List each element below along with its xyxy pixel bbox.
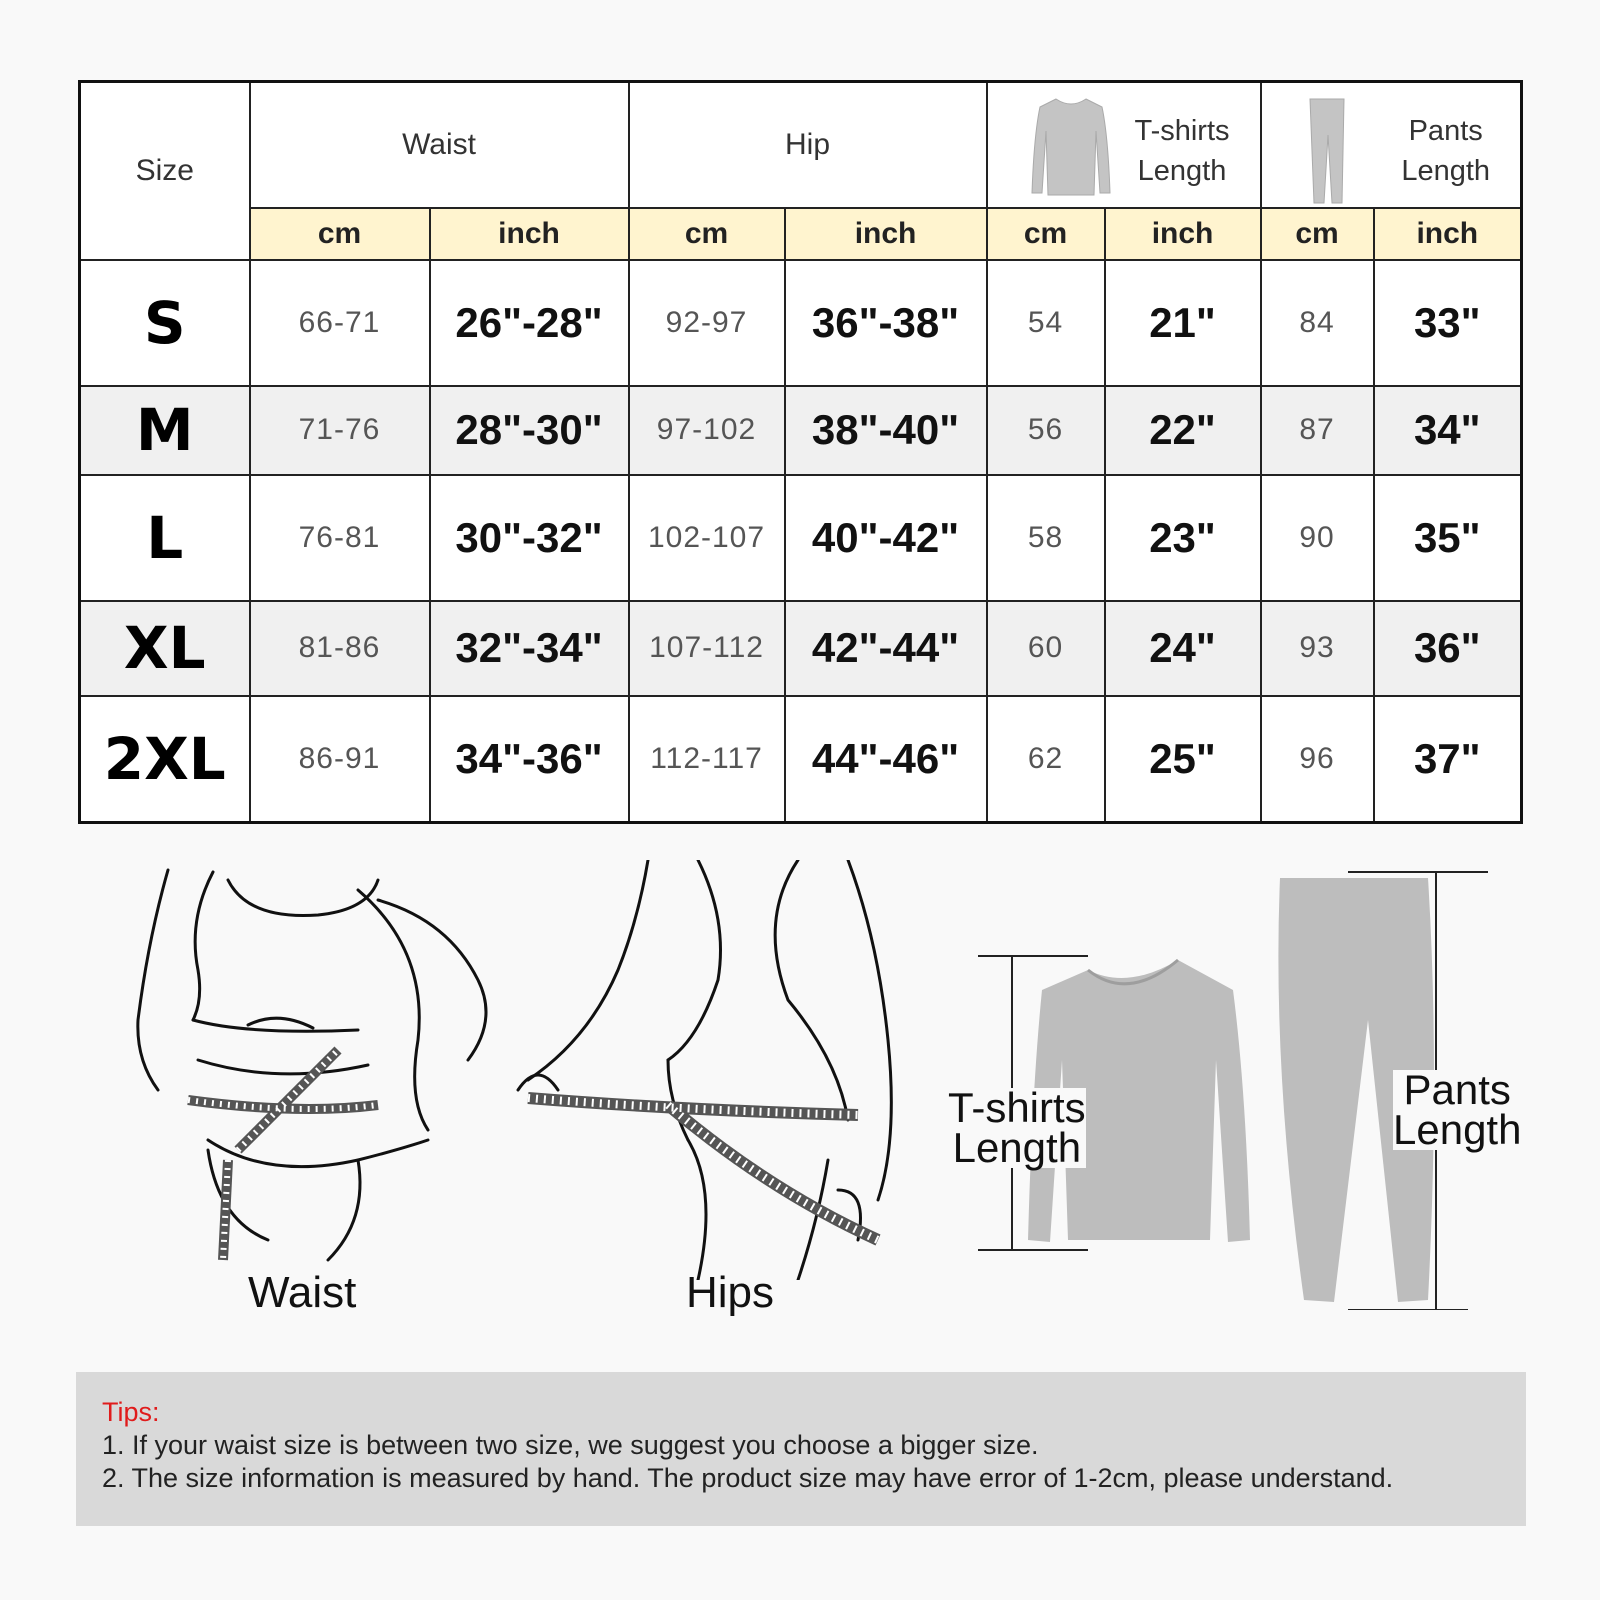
table-row <box>80 475 1522 601</box>
tshirt-icon <box>1028 95 1114 199</box>
tshirt-length-dim-line2: Length <box>952 1124 1082 1171</box>
hip-cm-cell: 112-117 <box>629 696 785 822</box>
hip-inch-cell: 44"-46" <box>785 696 987 822</box>
waist-cm-cell: 66-71 <box>250 260 430 386</box>
tshirt-cm-cell: 56 <box>987 386 1105 474</box>
pants-cm-cell: 93 <box>1261 601 1374 696</box>
size-cell: L <box>80 475 250 601</box>
pants-length-dimension-label <box>1393 1066 1522 1153</box>
table-row <box>80 260 1522 386</box>
pants-cm-cell: 96 <box>1261 696 1374 822</box>
measurement-illustrations <box>78 860 1520 1350</box>
pants-length-dim-line2: Length <box>1393 1106 1522 1153</box>
tshirt-length-label-line1: T-shirts <box>1134 115 1230 147</box>
pants-inch-cell: 35" <box>1374 475 1522 601</box>
tshirt-length-header <box>987 82 1261 208</box>
tshirt-cm-cell: 62 <box>987 696 1105 822</box>
waist-header: Waist <box>250 82 629 208</box>
hip-inch-cell: 38"-40" <box>785 386 987 474</box>
waist-inch-cell: 28"-30" <box>430 386 629 474</box>
tip-item: 2. The size information is measured by hand. The product size may have error of 1-2cm, please understand. <box>102 1463 1394 1493</box>
tshirt-cm-cell: 54 <box>987 260 1105 386</box>
unit-header-row <box>80 208 1522 260</box>
size-cell: S <box>80 260 250 386</box>
unit-pants-cm: cm <box>1261 208 1374 260</box>
tshirt-cm-cell: 58 <box>987 475 1105 601</box>
pants-cm-cell: 87 <box>1261 386 1374 474</box>
waist-inch-cell: 30"-32" <box>430 475 629 601</box>
tshirt-length-label-line2: Length <box>1137 155 1227 187</box>
pants-length-header <box>1261 82 1522 208</box>
unit-waist-inch: inch <box>430 208 629 260</box>
waist-inch-cell: 34"-36" <box>430 696 629 822</box>
unit-tshirt-inch: inch <box>1105 208 1261 260</box>
unit-pants-inch: inch <box>1374 208 1522 260</box>
unit-waist-cm: cm <box>250 208 430 260</box>
waist-cm-cell: 76-81 <box>250 475 430 601</box>
waist-cm-cell: 86-91 <box>250 696 430 822</box>
hip-header: Hip <box>629 82 987 208</box>
hip-cm-cell: 107-112 <box>629 601 785 696</box>
waist-cm-cell: 71-76 <box>250 386 430 474</box>
waist-measure-illustration <box>128 860 508 1280</box>
unit-tshirt-cm: cm <box>987 208 1105 260</box>
pants-inch-cell: 34" <box>1374 386 1522 474</box>
pants-length-dim-line1: Pants <box>1403 1066 1511 1113</box>
tshirt-cm-cell: 60 <box>987 601 1105 696</box>
pants-inch-cell: 37" <box>1374 696 1522 822</box>
tips-panel <box>76 1372 1526 1526</box>
tshirt-inch-cell: 22" <box>1105 386 1261 474</box>
tshirt-length-dim-line1: T-shirts <box>948 1084 1086 1131</box>
tips-title: Tips: <box>102 1397 160 1427</box>
hip-inch-cell: 40"-42" <box>785 475 987 601</box>
table-row <box>80 601 1522 696</box>
hip-cm-cell: 102-107 <box>629 475 785 601</box>
size-cell: M <box>80 386 250 474</box>
waist-inch-cell: 26"-28" <box>430 260 629 386</box>
waist-illustration-label: Waist <box>248 1268 357 1317</box>
tshirt-length-dimension-label <box>948 1084 1086 1171</box>
tip-item: 1. If your waist size is between two size, we suggest you choose a bigger size. <box>102 1430 1039 1460</box>
hip-cm-cell: 97-102 <box>629 386 785 474</box>
pants-cm-cell: 90 <box>1261 475 1374 601</box>
waist-cm-cell: 81-86 <box>250 601 430 696</box>
waist-inch-cell: 32"-34" <box>430 601 629 696</box>
pants-cm-cell: 84 <box>1261 260 1374 386</box>
pants-inch-cell: 36" <box>1374 601 1522 696</box>
pants-length-label-line1: Pants <box>1408 115 1483 147</box>
tshirt-inch-cell: 23" <box>1105 475 1261 601</box>
unit-hip-inch: inch <box>785 208 987 260</box>
hip-cm-cell: 92-97 <box>629 260 785 386</box>
pants-length-label-line2: Length <box>1401 155 1491 187</box>
size-cell: 2XL <box>80 696 250 822</box>
group-header-row <box>80 82 1522 208</box>
hips-measure-illustration <box>498 860 918 1280</box>
pants-inch-cell: 33" <box>1374 260 1522 386</box>
hip-inch-cell: 36"-38" <box>785 260 987 386</box>
tshirt-inch-cell: 24" <box>1105 601 1261 696</box>
size-table <box>78 80 1523 824</box>
pants-icon <box>1302 95 1352 207</box>
unit-hip-cm: cm <box>629 208 785 260</box>
tshirt-inch-cell: 25" <box>1105 696 1261 822</box>
size-cell: XL <box>80 601 250 696</box>
hips-illustration-label: Hips <box>686 1268 775 1317</box>
table-row <box>80 386 1522 474</box>
size-header: Size <box>80 82 250 260</box>
tshirt-inch-cell: 21" <box>1105 260 1261 386</box>
hip-inch-cell: 42"-44" <box>785 601 987 696</box>
table-row <box>80 696 1522 822</box>
